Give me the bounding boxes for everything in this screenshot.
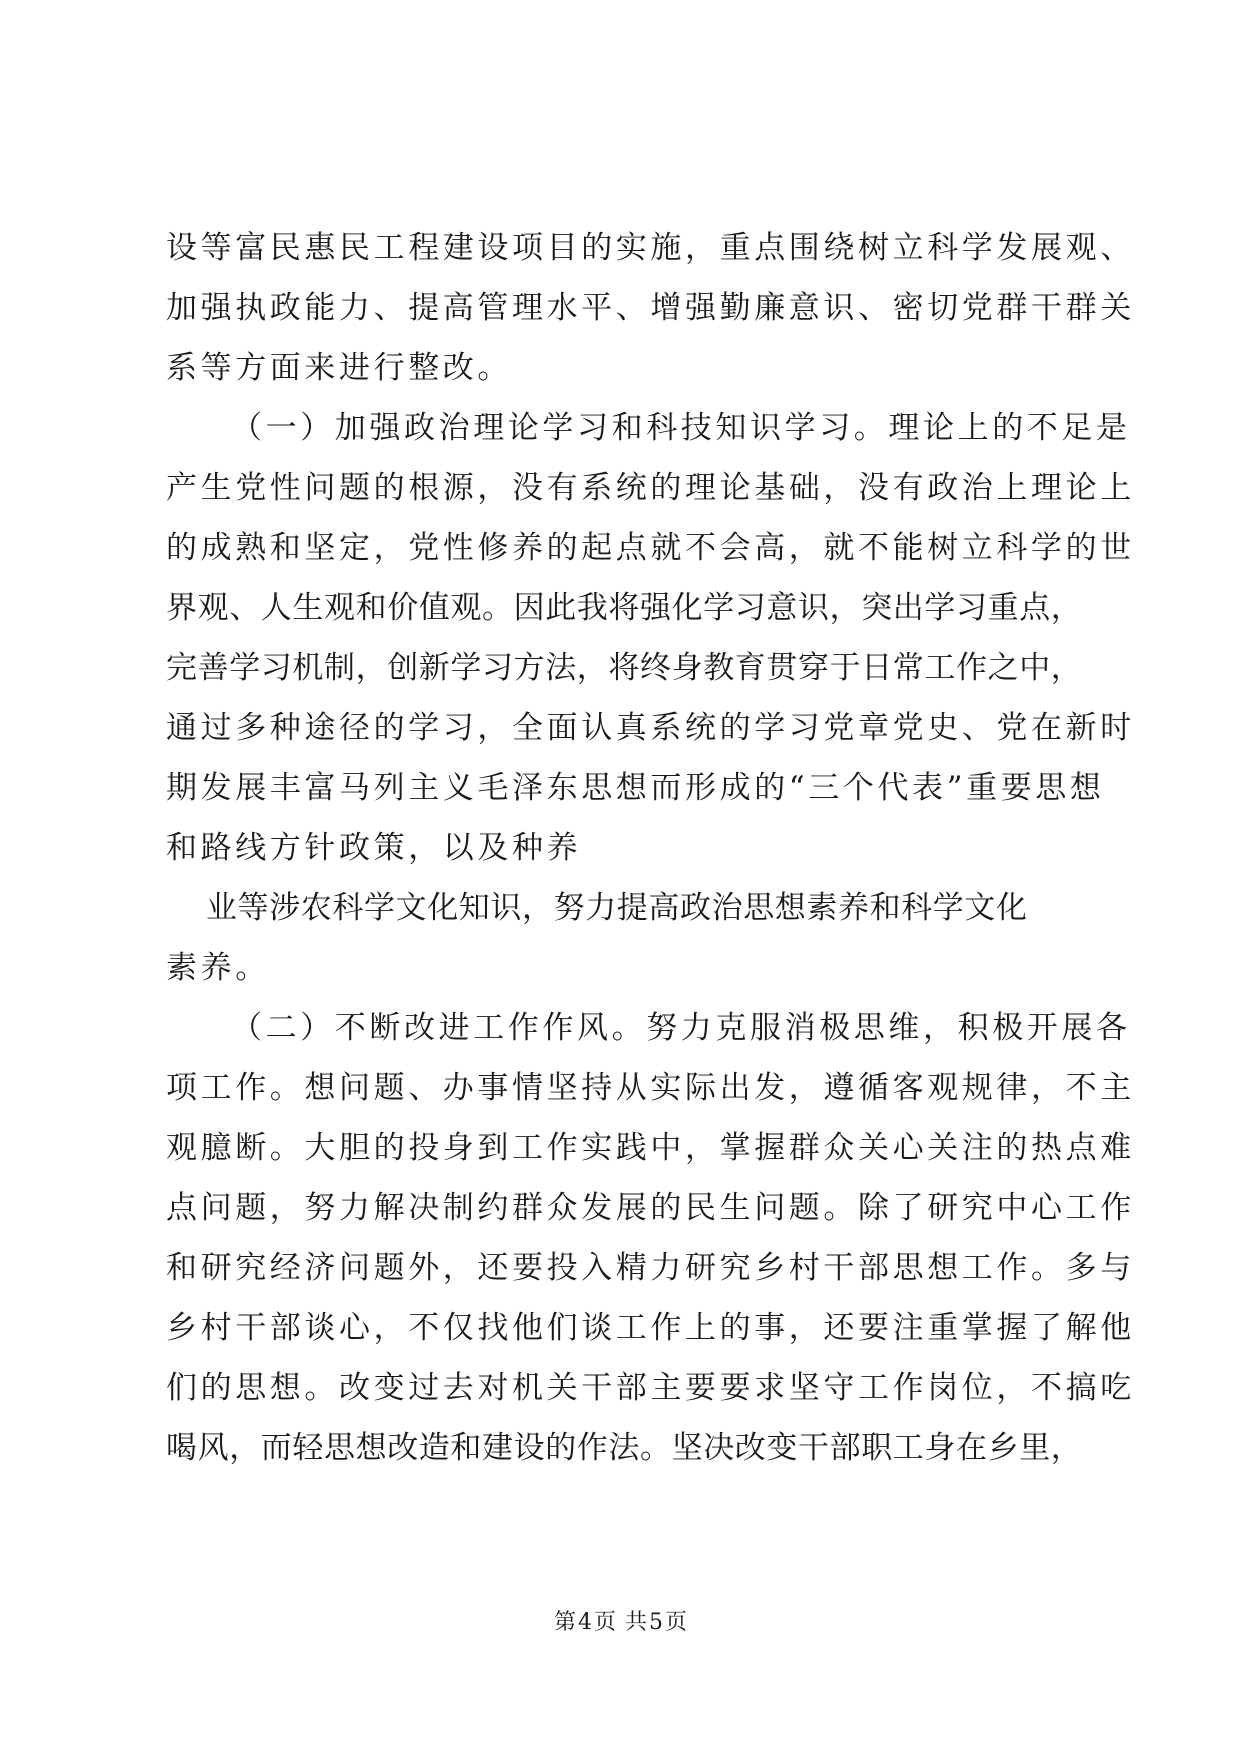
- text-line: 和路线方针政策，以及种养: [166, 830, 582, 866]
- text-line: （一）加强政治理论学习和科技知识学习。理论上的不足是: [231, 410, 1131, 446]
- text-line: 界观、人生观和价值观。因此我将强化学习意识，突出学习重点，: [166, 590, 1083, 626]
- text-line: 点问题，努力解决制约群众发展的民生问题。除了研究中心工作: [166, 1190, 1135, 1226]
- text-line: 项工作。想问题、办事情坚持从实际出发，遵循客观规律，不主: [166, 1070, 1135, 1106]
- text-line: 设等富民惠民工程建设项目的实施，重点围绕树立科学发展观、: [166, 230, 1135, 266]
- page-prefix: 第: [553, 1610, 576, 1635]
- total-unit: 页: [665, 1610, 688, 1635]
- text-line: 和研究经济问题外，还要投入精力研究乡村干部思想工作。多与: [166, 1250, 1135, 1286]
- page-footer: [0, 1608, 1241, 1638]
- text-line: 们的思想。改变过去对机关干部主要要求坚守工作岗位，不搞吃: [166, 1370, 1135, 1406]
- text-line: 素养。: [166, 950, 270, 986]
- text-line: 乡村干部谈心，不仅找他们谈工作上的事，还要注重掌握了解他: [166, 1310, 1135, 1346]
- text-line: 加强执政能力、提高管理水平、增强勤廉意识、密切党群干群关: [166, 290, 1135, 326]
- page-unit: 页: [593, 1610, 616, 1635]
- text-line: 业等涉农科学文化知识，努力提高政治思想素养和科学文化: [206, 890, 1028, 926]
- text-line: 产生党性问题的根源，没有系统的理论基础，没有政治上理论上: [166, 470, 1135, 506]
- text-line: 完善学习机制，创新学习方法，将终身教育贯穿于日常工作之中，: [166, 650, 1083, 686]
- text-line: 系等方面来进行整改。: [166, 350, 512, 386]
- text-line: 通过多种途径的学习，全面认真系统的学习党章党史、党在新时: [166, 710, 1135, 746]
- text-line: （二）不断改进工作作风。努力克服消极思维，积极开展各: [231, 1010, 1131, 1046]
- text-line: 期发展丰富马列主义毛泽东思想而形成的“三个代表”重要思想: [166, 770, 1105, 806]
- page-number: 4: [577, 1610, 592, 1635]
- total-pages: 5: [649, 1610, 664, 1635]
- total-prefix: 共: [625, 1610, 648, 1635]
- text-line: 的成熟和坚定，党性修养的起点就不会高，就不能树立科学的世: [166, 530, 1135, 566]
- text-line: 喝风，而轻思想改造和建设的作法。坚决改变干部职工身在乡里，: [166, 1430, 1083, 1466]
- document-body: [166, 218, 1135, 1478]
- text-line: 观臆断。大胆的投身到工作实践中，掌握群众关心关注的热点难: [166, 1130, 1135, 1166]
